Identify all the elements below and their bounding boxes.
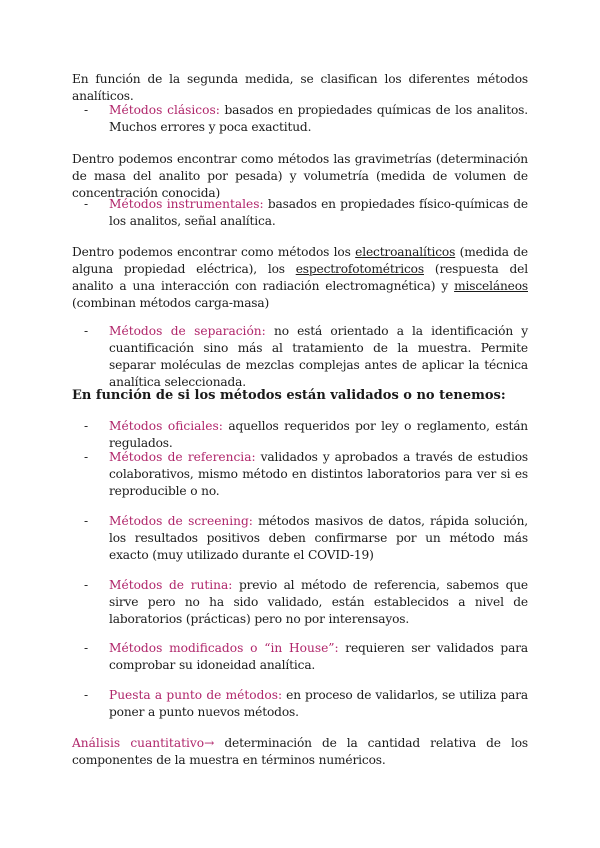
underlined-term: electroanalíticos bbox=[355, 245, 456, 259]
term-description: determinación de la cantidad relativa de los componentes de la muestra en términos numéricos. bbox=[72, 736, 528, 767]
term-label: Métodos de screening: bbox=[109, 514, 253, 528]
bullet-dash: - bbox=[84, 514, 88, 528]
term-label: Análisis cuantitativo→ bbox=[72, 736, 215, 750]
term-label: Puesta a punto de métodos: bbox=[109, 688, 283, 702]
list-item-metodos-modificados bbox=[84, 640, 528, 674]
list-item-metodos-referencia bbox=[84, 449, 528, 500]
list-item-metodos-separacion bbox=[84, 323, 528, 391]
text-fragment: (combinan métodos carga-masa) bbox=[72, 296, 270, 310]
list-item-metodos-instrumentales bbox=[84, 196, 528, 230]
text-fragment: (respuesta del analito a una interacción con radiación electromagnética) y bbox=[72, 262, 528, 293]
term-label: Métodos instrumentales: bbox=[109, 197, 264, 211]
underlined-term: misceláneos bbox=[454, 279, 528, 293]
term-description: basados en propiedades físico-químicas de los analitos, señal analítica. bbox=[109, 197, 528, 228]
term-description: métodos masivos de datos, rápida solución, los resultados positivos deben confirmarse por un método más exacto (muy utilizado durante el COVID-19) bbox=[109, 514, 528, 562]
bullet-dash: - bbox=[84, 578, 88, 592]
bullet-dash: - bbox=[84, 197, 88, 211]
bullet-dash: - bbox=[84, 419, 88, 433]
list-item-metodos-clasicos bbox=[84, 102, 528, 136]
term-description: aquellos requeridos por ley o reglamento, están regulados. bbox=[109, 419, 529, 450]
term-description: previo al método de referencia, sabemos que sirve pero no ha sido validado, están establecidos a nivel de laboratorios (prácticas) pero no por interensayos. bbox=[109, 578, 528, 626]
term-label: Métodos de referencia: bbox=[109, 450, 256, 464]
underlined-term: espectrofotométricos bbox=[295, 262, 424, 276]
quantitative-analysis-paragraph bbox=[72, 735, 528, 769]
bullet-dash: - bbox=[84, 641, 88, 655]
term-description: en proceso de validarlos, se utiliza para poner a punto nuevos métodos. bbox=[109, 688, 529, 719]
list-item-metodos-oficiales bbox=[84, 418, 529, 452]
term-description: no está orientado a la identificación y cuantificación sino más al tratamiento de la muestra. Permite separar moléculas de mezclas complejas antes de aplicar la técnica analítica seleccionada. bbox=[109, 324, 528, 389]
term-description: validados y aprobados a través de estudios colaborativos, mismo método en distintos laboratorios para ver si es reproducible o no. bbox=[109, 450, 528, 498]
bullet-dash: - bbox=[84, 103, 88, 117]
list-item-metodos-screening bbox=[84, 513, 528, 564]
term-label: Métodos clásicos: bbox=[109, 103, 220, 117]
bullet-dash: - bbox=[84, 688, 88, 702]
bullet-dash: - bbox=[84, 450, 88, 464]
list-item-metodos-rutina bbox=[84, 577, 528, 628]
term-label: Métodos de rutina: bbox=[109, 578, 233, 592]
term-description: basados en propiedades químicas de los analitos. Muchos errores y poca exactitud. bbox=[109, 103, 528, 134]
term-label: Métodos modificados o “in House”: bbox=[109, 641, 339, 655]
term-description: requieren ser validados para comprobar su idoneidad analítica. bbox=[109, 641, 528, 672]
text-fragment: Dentro podemos encontrar como métodos los bbox=[72, 245, 356, 259]
bullet-dash: - bbox=[84, 324, 88, 338]
term-label: Métodos de separación: bbox=[109, 324, 266, 338]
text-fragment: (medida de alguna propiedad eléctrica), los bbox=[72, 245, 528, 276]
gravimetry-paragraph: Dentro podemos encontrar como métodos las gravimetrías (determinación de masa del analito por pesada) y volumetría (medida de volumen de concentración conocida) bbox=[72, 152, 528, 200]
section-heading: En función de si los métodos están validados o no tenemos: bbox=[72, 388, 506, 403]
instrumental-methods-paragraph bbox=[72, 244, 528, 312]
list-item-puesta-a-punto bbox=[84, 687, 529, 721]
term-label: Métodos oficiales: bbox=[109, 419, 223, 433]
intro-paragraph: En función de la segunda medida, se clasifican los diferentes métodos analíticos. bbox=[72, 72, 528, 103]
